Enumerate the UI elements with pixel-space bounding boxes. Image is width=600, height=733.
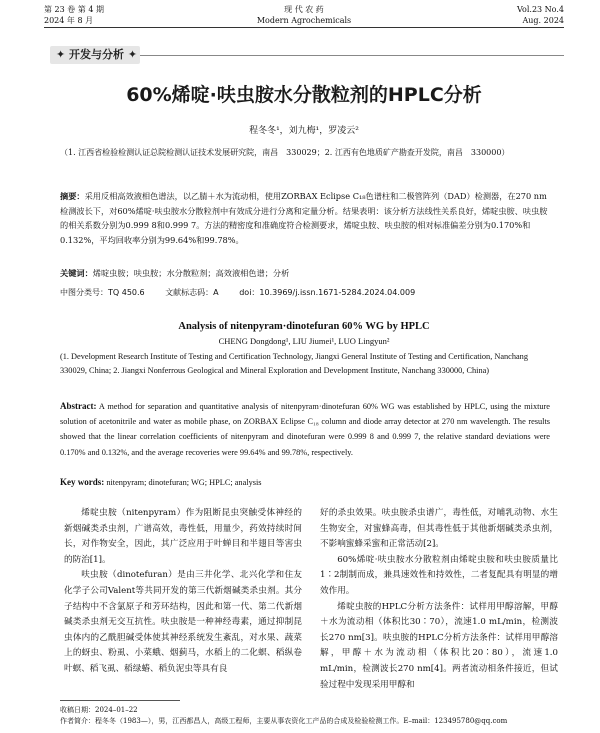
keywords-en-text: nitenpyram; dinotefuran; WG; HPLC; analysis [104,478,262,487]
abstract-cn [60,189,550,247]
classification-meta [60,287,550,298]
header-rule [44,27,564,28]
article-title-cn: 60%烯啶·呋虫胺水分散粒剂的HPLC分析 [126,84,482,106]
abstract-en [60,399,550,460]
section-tag: ✦ 开发与分析 ✦ [50,46,140,64]
body-paragraph: 呋虫胺（dinotefuran）是由三井化学、北兴化学和住友化学子公司Valent等共同开发的第三代新烟碱类杀虫剂。其分子结构中不含氯原子和芳环结构，因此和第一代、第二代新烟碱类杀虫剂无交互抗性。呋虫胺是一种神经毒素，通过抑制昆虫体内的乙酰胆碱受体使其神经系统发生紊乱，对水果、蔬菜上的蚜虫、粉虱、小菜蛾、烟蓟马，水稻上的二化螟、稻纵卷叶螟、稻飞虱、稻绿蝽、稻负泥虫等具有良 [64,570,302,674]
author-bio: 作者简介：程冬冬（1983—），男，江西都昌人，高级工程师，主要从事农资化工产品的合成及检验检测工作。E–mail：123495780@qq.com [60,717,508,725]
issue-date: 2024 年 8 月 [44,16,94,25]
footnote-rule [60,700,180,701]
keywords-en-label: Key words: [60,477,105,487]
body-column-left [64,506,302,678]
keywords-cn-text: 烯啶虫胺；呋虫胺；水分散粒剂；高效液相色谱；分析 [92,268,290,278]
keywords-cn [60,268,550,279]
authors-cn: 程冬冬¹，刘九梅¹，罗凌云² [249,126,359,136]
authors-en: CHENG Dongdong¹, LIU Jiumei¹, LUO Lingyun² [218,336,390,346]
body-paragraph: 60%烯啶·呋虫胺水分散粒剂由烯啶虫胺和呋虫胺质量比1∶2制制而成，兼具速效性和持效性，二者复配具有明显的增效作用。 [320,554,558,596]
body-paragraph: 烯啶虫胺的HPLC分析方法条件：试样用甲醇溶解，甲醇＋水为流动相（体积比30∶70），流速1.0 mL/min，检测波长270 nm[3]。呋虫胺的HPLC分析方法条件：试样用甲醇溶解，甲醇＋水为流动相（体积比20∶80），流速1.0 mL/min，检测波长270 nm[4]。两者流动相条件接近，但试验过程中发现采用甲醇和 [320,601,558,690]
footnote [60,705,560,727]
abstract-en-text: A method for separation and quantitative analysis of nitenpyram·dinotefuran 60% WG was established by HPLC, using the mixture solution of acetonitrile and water as mobile phase, on ZORBAX Eclipse C₁₈ column and diode array detector at 270 nm wavelength. The results showed that the linear correlation coefficients of nitenpyram and dinotefuran were 0.999 8 and 0.999 7, the relative standard deviations were 0.170% and 0.132%, and the average recoveries were 99.64% and 99.78%, respectively. [60,402,550,457]
journal-name-cn: 现 代 农 药 [284,5,324,14]
volume-issue: 第 23 卷 第 4 期 [44,5,104,14]
body-paragraph: 烯啶虫胺（nitenpyram）作为阻断昆虫突触受体神经的新烟碱类杀虫剂，广谱高效，毒性低，用量少，药效持续时间长，对作物安全，因此，其广泛应用于叶蝉目和半翅目等害虫的防治[1]。 [64,508,302,565]
abstract-cn-text: 采用反相高效液相色谱法，以乙腈＋水为流动相，使用ZORBAX Eclipse C₁₈色谱柱和二极管阵列（DAD）检测器，在270 nm检测波长下，对60%烯啶·呋虫胺水分散粒剂中有效成分进行分离和定量分析。结果表明：该分析方法线性关系良好，烯啶虫胺、呋虫胺的相关系数分别为0.999 8和0.999 7。方法的精密度和准确度符合检测要求，烯啶虫胺、呋虫胺的相对标准偏差分别为0.170%和0.132%，平均回收率分别为99.64%和99.78%。 [60,191,548,245]
section-rule [140,55,564,56]
clc-number: 中图分类号：TQ 450.6 [60,288,145,297]
keywords-en [60,477,550,487]
keywords-cn-label: 关键词： [60,268,93,278]
issue-date-en: Aug. 2024 [522,16,564,25]
received-date: 收稿日期：2024–01–22 [60,706,138,714]
volume-issue-en: Vol.23 No.4 [517,5,564,14]
body-paragraph: 好的杀虫效果。呋虫胺杀虫谱广，毒性低，对哺乳动物、水生生物安全，对蜜蜂高毒，但其毒性低于其他新烟碱类杀虫剂，不影响蜜蜂采蜜和正常活动[2]。 [320,508,558,550]
affiliation-en: (1. Development Research Institute of Testing and Certification Technology, Jiangxi General Institute of Testing and Certification, Nanchang 330029, China; 2. Jiangxi Nonferrous Geological and Mineral Exploration and Development Institute, Nanchang 330000, China) [60,352,528,375]
abstract-cn-label: 摘要： [60,191,85,201]
running-header [44,4,564,26]
article-title-en: Analysis of nitenpyram·dinotefuran 60% WG by HPLC [178,321,430,332]
journal-name-en: Modern Agrochemicals [256,16,352,25]
doi: doi：10.3969/j.issn.1671-5284.2024.04.009 [239,288,416,297]
affiliation-cn: （1. 江西省检验检测认证总院检测认证技术发展研究院，南昌 330029；2. 江西有色地质矿产勘查开发院，南昌 330000） [60,148,510,157]
body-column-right [320,506,558,693]
abstract-en-label: Abstract: [60,401,97,411]
document-code: 文献标志码：A [165,288,219,297]
